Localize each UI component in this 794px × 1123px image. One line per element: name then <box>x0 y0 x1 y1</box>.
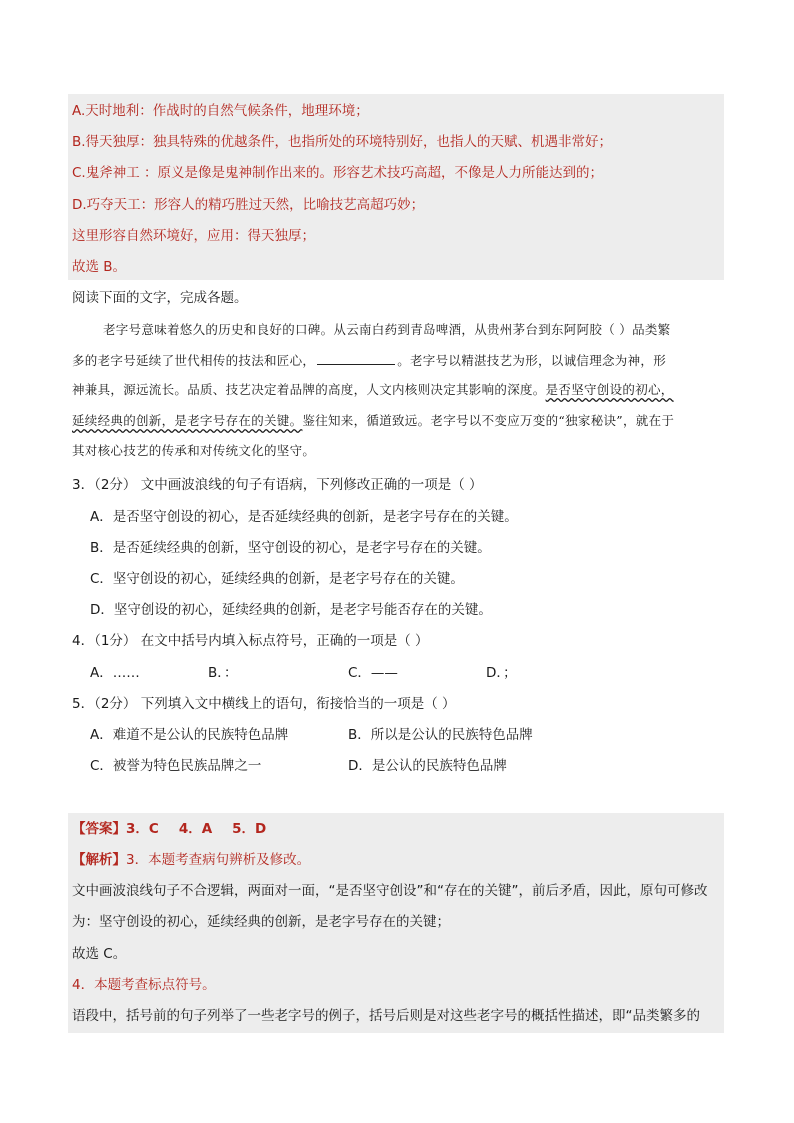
passage-line-4-b: 鉴往知来，循道致远。老字号以不变应万变的“独家秘诀”，就在于 <box>302 413 675 428</box>
analysis-q4-paragraph: 语段中，括号前的句子列举了一些老字号的例子，括号后则是对这些老字号的概括性描述，即“品类繁多的 <box>72 1008 700 1024</box>
passage-line-3-a: 神兼具，源远流长。品质、技艺决定着品牌的高度，人文内核则决定其影响的深度。 <box>72 382 546 397</box>
explanation-choice: 故选 B。 <box>72 259 127 275</box>
answer-label: 【答案】 <box>72 821 126 837</box>
fill-in-blank <box>317 350 395 365</box>
q4-option-c[interactable]: C．—— <box>348 665 398 681</box>
reading-instruction: 阅读下面的文字，完成各题。 <box>72 290 248 306</box>
analysis-paragraph-2: 为：坚守创设的初心，延续经典的创新，是老字号存在的关键； <box>72 914 450 930</box>
analysis-line <box>72 850 310 870</box>
analysis-heading: 3．本题考查病句辨析及修改。 <box>126 852 311 868</box>
q4-stem: 4．（1分） 在文中括号内填入标点符号，正确的一项是（ ） <box>72 633 429 649</box>
q5-option-b[interactable]: B．所以是公认的民族特色品牌 <box>348 727 533 743</box>
q4-option-a[interactable]: A．…… <box>90 665 140 681</box>
q4-option-b[interactable]: B．： <box>208 665 238 681</box>
analysis-label: 【解析】 <box>72 852 126 868</box>
q3-stem: 3．（2分） 文中画波浪线的句子有语病，下列修改正确的一项是（ ） <box>72 477 483 493</box>
passage-line-1: 老字号意味着悠久的历史和良好的口碑。从云南白药到青岛啤酒，从贵州茅台到东阿阿胶（ ）品类繁 <box>103 322 671 337</box>
q3-option-c[interactable]: C．坚守创设的初心，延续经典的创新，是老字号存在的关键。 <box>90 571 464 587</box>
answer-q5: 5．D <box>232 821 267 837</box>
q5-stem: 5．（2分） 下列填入文中横线上的语句，衔接恰当的一项是（ ） <box>72 696 456 712</box>
passage-line-2-a: 多的老字号延续了世代相传的技法和匠心， <box>72 353 316 368</box>
q5-option-a[interactable]: A．难道不是公认的民族特色品牌 <box>90 727 289 743</box>
passage-line-4 <box>72 411 674 431</box>
wavy-underlined-sentence-part-1: 是否坚守创设的初心， <box>545 382 674 397</box>
explanation-option-b: B.得天独厚：独具特殊的优越条件，也指所处的环境特别好，也指人的天赋、机遇非常好； <box>72 134 613 150</box>
answer-q3: 3．C <box>126 821 159 837</box>
analysis-paragraph-1: 文中画波浪线句子不合逻辑，两面对一面，“是否坚守创设”和“存在的关键”，前后矛盾，因此，原句可修改 <box>72 883 708 899</box>
q3-option-d[interactable]: D．坚守创设的初心，延续经典的创新，是老字号能否存在的关键。 <box>90 602 492 618</box>
passage-line-3 <box>72 380 674 400</box>
q3-option-a[interactable]: A．是否坚守创设的初心，是否延续经典的创新，是老字号存在的关键。 <box>90 509 518 525</box>
analysis-q4-heading: 4．本题考查标点符号。 <box>72 977 216 993</box>
explanation-option-d: D.巧夺天工：形容人的精巧胜过天然，比喻技艺高超巧妙； <box>72 197 425 213</box>
passage-line-5: 其对核心技艺的传承和对传统文化的坚守。 <box>72 443 316 458</box>
q4-option-d[interactable]: D．； <box>486 665 517 681</box>
explanation-option-c: C.鬼斧神工 ：原义是像是鬼神制作出来的。形容艺术技巧高超，不像是人力所能达到的； <box>72 165 604 181</box>
analysis-choice: 故选 C。 <box>72 946 127 962</box>
q5-option-c[interactable]: C．被誉为特色民族品牌之一 <box>90 758 262 774</box>
explanation-shade-top <box>68 94 724 280</box>
answer-line <box>72 819 266 839</box>
wavy-underlined-sentence-part-2: 延续经典的创新，是老字号存在的关键。 <box>72 413 303 428</box>
q5-option-d[interactable]: D．是公认的民族特色品牌 <box>348 758 507 774</box>
answer-q4: 4．A <box>178 821 213 837</box>
passage-line-2-b: 。老字号以精湛技艺为形，以诚信理念为神，形 <box>397 353 667 368</box>
q3-option-b[interactable]: B．是否延续经典的创新，坚守创设的初心，是老字号存在的关键。 <box>90 540 491 556</box>
passage-line-2 <box>72 350 666 371</box>
explanation-option-a: A.天时地利：作战时的自然气候条件，地理环境； <box>72 103 369 119</box>
explanation-conclusion: 这里形容自然环境好，应用：得天独厚； <box>72 228 315 244</box>
